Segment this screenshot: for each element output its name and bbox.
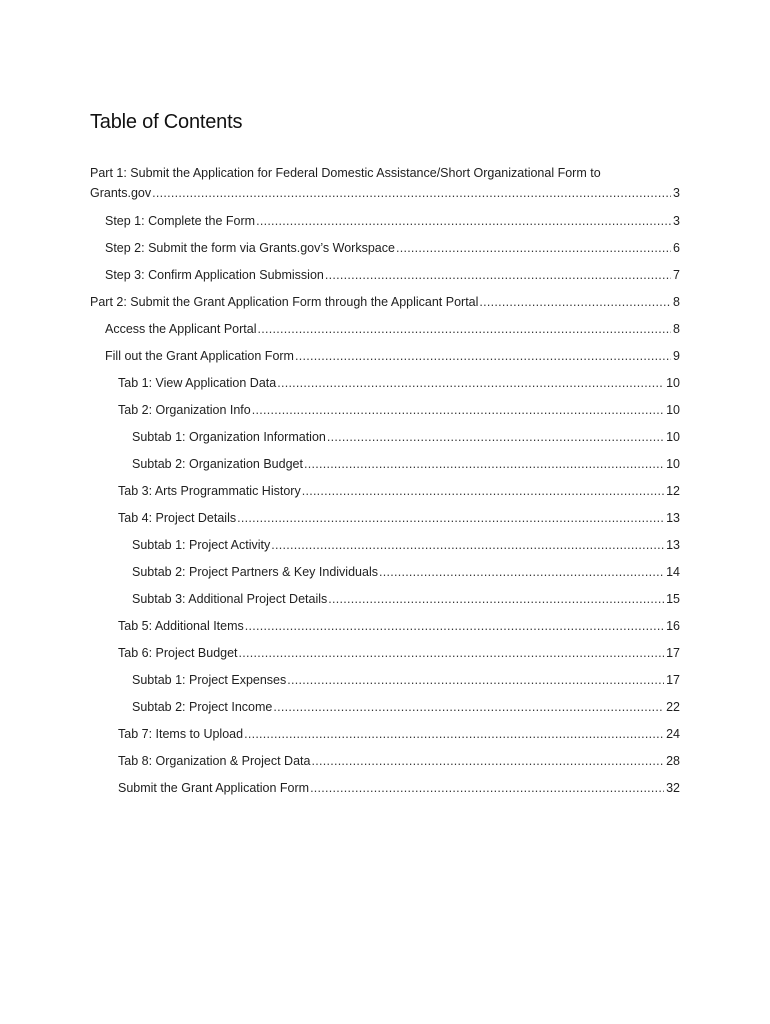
- toc-entry-page-number: 12: [666, 484, 680, 498]
- dot-leader: [271, 535, 664, 555]
- toc-entry-row: [90, 183, 680, 203]
- toc-entry[interactable]: [90, 163, 680, 203]
- toc-entry-page-number: 3: [673, 186, 680, 200]
- toc-entry[interactable]: [90, 400, 680, 420]
- dot-leader: [379, 562, 664, 582]
- toc-entry-label: Part 2: Submit the Grant Application Form through the Applicant Portal: [90, 295, 479, 309]
- toc-entry-row: [118, 616, 680, 636]
- toc-entry-label: Subtab 1: Project Activity: [132, 538, 271, 552]
- toc-entry[interactable]: [90, 238, 680, 258]
- toc-entry-label: Subtab 2: Project Income: [132, 700, 273, 714]
- toc-entry-page-number: 8: [673, 295, 680, 309]
- toc-entry-label: Tab 7: Items to Upload: [118, 727, 244, 741]
- dot-leader: [244, 724, 664, 744]
- toc-entry-label: Fill out the Grant Application Form: [105, 349, 294, 363]
- dot-leader: [327, 427, 664, 447]
- dot-leader: [239, 643, 665, 663]
- toc-entry-label: Subtab 3: Additional Project Details: [132, 592, 328, 606]
- toc-entry-page-number: 14: [666, 565, 680, 579]
- toc-entry[interactable]: [90, 265, 680, 285]
- toc-entry-page-number: 17: [666, 646, 680, 660]
- toc-entry-row: [105, 265, 680, 285]
- toc-entry-page-number: 7: [673, 268, 680, 282]
- toc-entry-label-line1: Part 1: Submit the Application for Federal Domestic Assistance/Short Organizational Form to: [90, 166, 601, 180]
- toc-entry-label: Access the Applicant Portal: [105, 322, 257, 336]
- toc-entry-row: [132, 427, 680, 447]
- toc-entry-label: Subtab 2: Organization Budget: [132, 457, 303, 471]
- toc-entry[interactable]: [90, 508, 680, 528]
- toc-entry-row: [118, 508, 680, 528]
- toc-entry[interactable]: [90, 616, 680, 636]
- toc-entry-page-number: 9: [673, 349, 680, 363]
- toc-entry-label: Tab 5: Additional Items: [118, 619, 244, 633]
- toc-entry-page-number: 16: [666, 619, 680, 633]
- dot-leader: [302, 481, 664, 501]
- toc-entry-row: [118, 400, 680, 420]
- toc-entry-row: [132, 535, 680, 555]
- dot-leader: [252, 400, 664, 420]
- toc-entry[interactable]: [90, 454, 680, 474]
- toc-entry-label: Tab 6: Project Budget: [118, 646, 238, 660]
- dot-leader: [256, 211, 671, 231]
- toc-entry-page-number: 24: [666, 727, 680, 741]
- toc-entry-row: [105, 319, 680, 339]
- dot-leader: [287, 670, 664, 690]
- toc-entry[interactable]: [90, 346, 680, 366]
- toc-entry-row: [105, 211, 680, 231]
- toc-entry-row: [132, 670, 680, 690]
- toc-entry-label: Tab 8: Organization & Project Data: [118, 754, 311, 768]
- dot-leader: [152, 183, 671, 203]
- toc-entry-page-number: 13: [666, 538, 680, 552]
- toc-title: Table of Contents: [90, 111, 243, 133]
- toc-entry[interactable]: [90, 427, 680, 447]
- toc-entry-label: Step 2: Submit the form via Grants.gov’s Workspace: [105, 241, 395, 255]
- toc-entry[interactable]: [90, 292, 680, 312]
- toc-entry[interactable]: [90, 670, 680, 690]
- toc-entry-row: [118, 778, 680, 798]
- toc-entry-label: Tab 1: View Application Data: [118, 376, 277, 390]
- toc-entry-page-number: 15: [666, 592, 680, 606]
- dot-leader: [328, 589, 664, 609]
- dot-leader: [396, 238, 671, 258]
- toc-entry-row: [118, 373, 680, 393]
- toc-entry[interactable]: [90, 643, 680, 663]
- toc-entry[interactable]: [90, 562, 680, 582]
- toc-entry-label: Subtab 2: Project Partners & Key Individuals: [132, 565, 378, 579]
- toc-entry[interactable]: [90, 778, 680, 798]
- toc-entry[interactable]: [90, 319, 680, 339]
- toc-entry-page-number: 22: [666, 700, 680, 714]
- toc-entry[interactable]: [90, 724, 680, 744]
- toc-entry-page-number: 3: [673, 214, 680, 228]
- toc-entry-row: [132, 562, 680, 582]
- dot-leader: [277, 373, 664, 393]
- toc-entry[interactable]: [90, 589, 680, 609]
- toc-entry[interactable]: [90, 697, 680, 717]
- dot-leader: [273, 697, 664, 717]
- dot-leader: [479, 292, 671, 312]
- toc-entry-label: Step 3: Confirm Application Submission: [105, 268, 324, 282]
- dot-leader: [310, 778, 664, 798]
- dot-leader: [311, 751, 664, 771]
- toc-entry-label: Tab 4: Project Details: [118, 511, 237, 525]
- toc-entry-row: [132, 454, 680, 474]
- dot-leader: [304, 454, 664, 474]
- toc-entry[interactable]: [90, 373, 680, 393]
- toc-entry-page-number: 17: [666, 673, 680, 687]
- toc-entry-row: [132, 589, 680, 609]
- toc-entry-page-number: 10: [666, 430, 680, 444]
- toc-entry-row: [90, 292, 680, 312]
- toc-entry-label: Tab 3: Arts Programmatic History: [118, 484, 301, 498]
- toc-entry-row: [105, 238, 680, 258]
- toc-entry-page-number: 28: [666, 754, 680, 768]
- toc-entry-page-number: 8: [673, 322, 680, 336]
- toc-entry[interactable]: [90, 535, 680, 555]
- toc-entry-row: [118, 481, 680, 501]
- toc-entry-label: Subtab 1: Organization Information: [132, 430, 326, 444]
- dot-leader: [325, 265, 671, 285]
- toc-entry-page-number: 10: [666, 457, 680, 471]
- toc-entry-row: [105, 346, 680, 366]
- toc-entry[interactable]: [90, 211, 680, 231]
- toc-entry-row: [118, 751, 680, 771]
- toc-entry-row: [118, 724, 680, 744]
- toc-entry-label: Subtab 1: Project Expenses: [132, 673, 287, 687]
- toc-entry-label: Tab 2: Organization Info: [118, 403, 251, 417]
- dot-leader: [245, 616, 664, 636]
- toc-entry-page-number: 6: [673, 241, 680, 255]
- dot-leader: [295, 346, 671, 366]
- toc-entry-label: Grants.gov: [90, 186, 152, 200]
- toc-entry[interactable]: [90, 481, 680, 501]
- toc-entry-page-number: 10: [666, 376, 680, 390]
- toc-entry-page-number: 13: [666, 511, 680, 525]
- toc-entry-label: Submit the Grant Application Form: [118, 781, 310, 795]
- toc-entry[interactable]: [90, 751, 680, 771]
- toc-entry-row: [118, 643, 680, 663]
- toc-entry-row: [132, 697, 680, 717]
- toc-entry-page-number: 32: [666, 781, 680, 795]
- dot-leader: [237, 508, 664, 528]
- toc-entry-label: Step 1: Complete the Form: [105, 214, 256, 228]
- toc-entry-page-number: 10: [666, 403, 680, 417]
- dot-leader: [257, 319, 671, 339]
